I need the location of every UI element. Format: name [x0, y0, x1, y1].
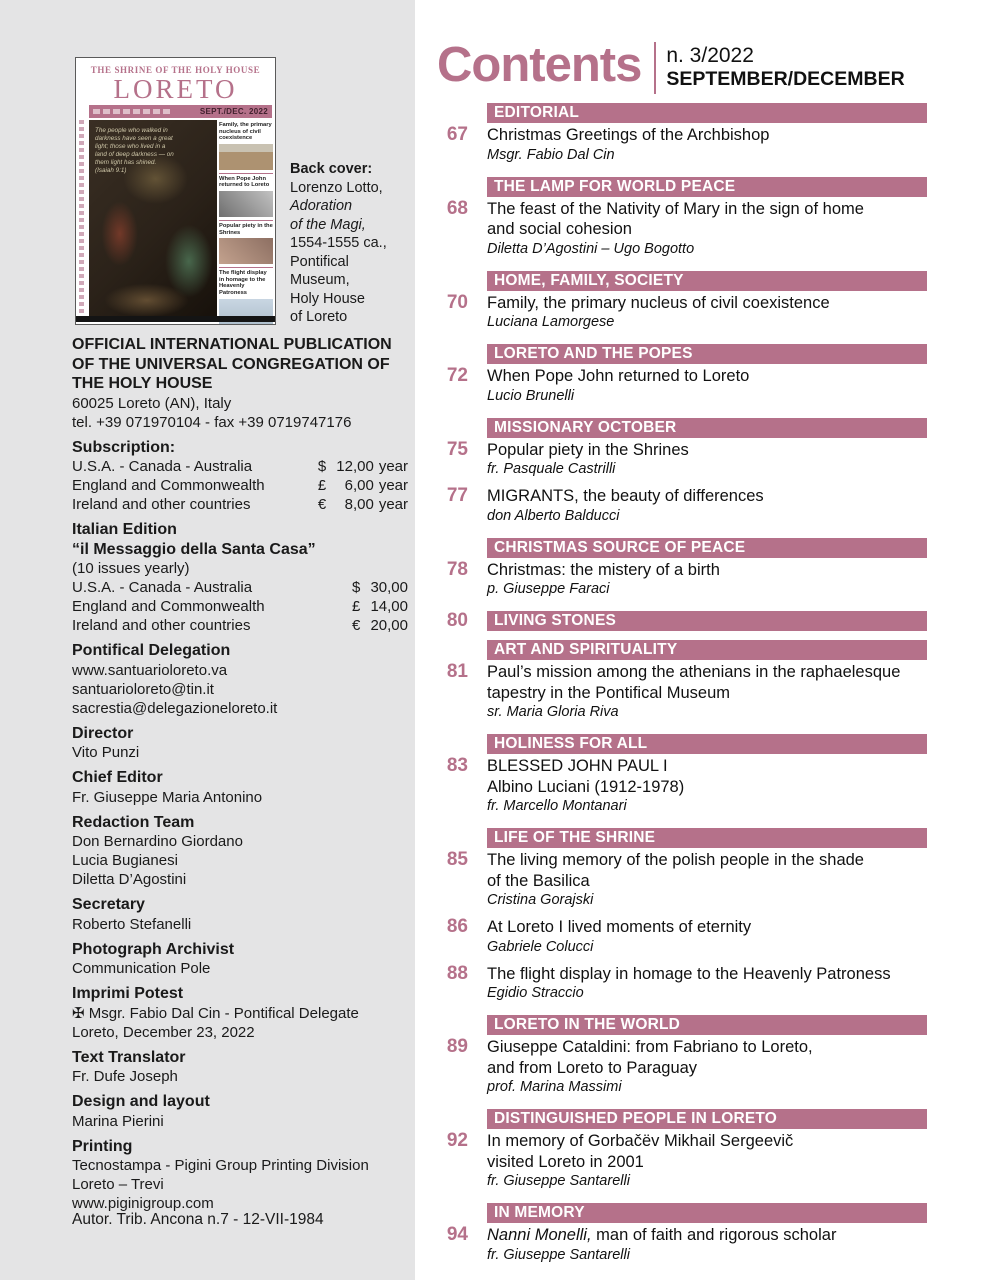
imprint-block	[72, 813, 408, 890]
article-body	[487, 440, 927, 483]
back-cover-line: Adoration	[290, 198, 353, 214]
article-title-line: tapestry in the Pontifical Museum	[487, 683, 731, 702]
article-body	[487, 756, 927, 819]
block-line: Loreto, December 23, 2022	[72, 1023, 255, 1041]
section-bar-row	[437, 1203, 927, 1223]
cover-sidebar	[219, 120, 273, 316]
block-line: Don Bernardino Giordano	[72, 833, 243, 850]
article-author: fr. Giuseppe Santarelli	[487, 1173, 630, 1189]
cover-sidebar-item	[219, 173, 273, 217]
article-body	[487, 964, 927, 1007]
section-bar	[487, 1203, 927, 1223]
cover-spine	[79, 120, 84, 316]
price-amount: 14,00	[370, 598, 408, 615]
price-unit: year	[378, 477, 408, 494]
cover-issue-strip	[89, 105, 272, 118]
back-cover-line: of Loreto	[290, 309, 348, 325]
article-author: Cristina Gorajski	[487, 892, 594, 908]
block-heading: Imprimi Potest	[72, 985, 184, 1002]
block-line: Lucia Bugianesi	[72, 852, 178, 869]
price-amount: 30,00	[370, 579, 408, 596]
block-line: Fr. Dufe Joseph	[72, 1068, 178, 1085]
article-row	[437, 440, 927, 483]
article-page-number: 86	[446, 916, 468, 937]
issue-info	[666, 40, 904, 90]
contents-column	[437, 40, 927, 1268]
section-label: LORETO AND THE POPES	[494, 345, 693, 362]
article-page-number: 85	[446, 849, 468, 870]
article-row	[437, 917, 927, 960]
imprint-block	[72, 1092, 408, 1131]
section-label: HOLINESS FOR ALL	[494, 735, 648, 752]
article-body	[487, 293, 927, 336]
page-title: Contents	[437, 38, 642, 92]
block-heading: Printing	[72, 1137, 133, 1155]
article-page-number: 92	[446, 1130, 468, 1151]
section-label: EDITORIAL	[494, 104, 580, 121]
article-title-line: Christmas: the mistery of a birth	[487, 560, 720, 579]
imprint-block	[72, 724, 408, 763]
left-panel	[0, 0, 415, 1280]
back-cover-lines	[290, 179, 420, 327]
block-heading: Design and layout	[72, 1093, 210, 1110]
footer-authorization: Autor. Trib. Ancona n.7 - 12-VII-1984	[72, 1211, 324, 1228]
imprint-block	[72, 641, 408, 718]
article-title-line: The flight display in homage to the Heavenly Patroness	[487, 964, 891, 983]
cover-caption: When Pope John returned to Loreto	[219, 175, 270, 189]
block-line: www.piginigroup.com	[72, 1195, 214, 1212]
price-region: England and Commonwealth	[72, 598, 265, 615]
section-bar-row	[437, 418, 927, 438]
article-row	[437, 850, 927, 913]
contents-section	[437, 734, 927, 819]
article-title-line: and social cohesion	[487, 220, 632, 238]
article-body	[487, 917, 927, 960]
article-title-line: MIGRANTS, the beauty of differences	[487, 487, 764, 505]
block-heading: Pontifical Delegation	[72, 642, 231, 659]
section-label: LORETO IN THE WORLD	[494, 1016, 681, 1033]
block-subheading: “il Messaggio della Santa Casa”	[72, 540, 316, 558]
article-row	[437, 293, 927, 336]
section-bar	[487, 271, 927, 291]
cover-thumbnail	[219, 238, 273, 264]
block-heading: Photograph Archivist	[72, 940, 235, 958]
article-body	[487, 486, 927, 529]
cover-issue-date: SEPT./DEC. 2022	[199, 107, 268, 116]
price-currency: €	[317, 496, 327, 513]
block-line: www.santuarioloreto.va	[72, 661, 228, 679]
contents-section	[437, 1203, 927, 1268]
article-row	[437, 756, 927, 819]
block-heading: Director	[72, 724, 134, 742]
contents-section	[437, 538, 927, 603]
article-body	[487, 1131, 927, 1194]
block-heading: Secretary	[72, 896, 145, 913]
article-body	[487, 560, 927, 603]
article-title-line: In memory of Gorbačëv Mikhail Sergeevič	[487, 1132, 794, 1150]
section-label: THE LAMP FOR WORLD PEACE	[494, 177, 736, 195]
cover-masthead-title: LORETO	[113, 74, 238, 104]
article-body	[487, 662, 927, 725]
block-heading: Redaction Team	[72, 813, 195, 831]
magazine-cover	[75, 57, 276, 325]
section-bar	[487, 177, 927, 197]
imprint-block	[72, 438, 408, 515]
section-bar-row	[437, 538, 927, 558]
article-row	[437, 964, 927, 1007]
section-bar	[487, 103, 927, 123]
block-line: Vito Punzi	[72, 744, 140, 761]
back-cover-note	[290, 160, 420, 327]
block-line: Loreto – Trevi	[72, 1176, 164, 1193]
price-row	[72, 578, 408, 597]
imprint	[72, 335, 408, 1213]
section-bar-row	[437, 640, 927, 660]
cover-caption: Popular piety in the Shrines	[219, 222, 273, 236]
article-author: Gabriele Colucci	[487, 938, 594, 955]
article-author: Luciana Lamorgese	[487, 314, 615, 330]
cover-quote: The people who walked in darkness have seen a great light; those who lived in a land of deep darkness — on them light has shined. (Isaiah 9:1)	[95, 127, 174, 174]
article-row	[437, 662, 927, 725]
article-author: sr. Maria Gloria Riva	[487, 704, 619, 720]
contents-section	[437, 271, 927, 336]
section-label: LIFE OF THE SHRINE	[494, 829, 656, 846]
back-cover-line: Pontifical	[290, 253, 349, 270]
cover-masthead-kicker: THE SHRINE OF THE HOLY HOUSE	[90, 65, 261, 75]
article-body	[487, 1037, 927, 1100]
section-bar-row	[437, 177, 927, 197]
section-bar-row	[437, 828, 927, 848]
block-line: sacrestia@delegazioneloreto.it	[72, 699, 278, 717]
cover-thumbnail	[219, 144, 273, 170]
section-bar	[487, 1015, 927, 1035]
article-page-number: 88	[446, 962, 468, 984]
article-title-line: At Loreto I lived moments of eternity	[487, 918, 752, 936]
price-row	[72, 616, 408, 635]
article-page-number: 81	[446, 661, 468, 682]
section-bar	[487, 828, 927, 848]
article-title-line: of the Basilica	[487, 871, 590, 890]
price-row	[72, 476, 408, 495]
article-author: fr. Giuseppe Santarelli	[487, 1246, 630, 1263]
contents-header	[437, 40, 927, 94]
article-page-number: 83	[446, 755, 468, 776]
cover-thumbnail	[219, 191, 273, 217]
article-title-line: Family, the primary nucleus of civil coexistence	[487, 293, 830, 312]
block-heading: Text Translator	[72, 1048, 186, 1066]
article-author: Egidio Straccio	[487, 985, 584, 1001]
back-cover-line: Museum,	[290, 272, 350, 288]
article-page-number: 72	[446, 365, 468, 386]
price-amount: 8,00	[344, 496, 374, 513]
price-row	[72, 597, 408, 616]
article-author: Lucio Brunelli	[487, 387, 575, 404]
price-currency: $	[352, 579, 361, 596]
section-bar-row	[437, 734, 927, 754]
section-bar-row	[437, 271, 927, 291]
price-region: U.S.A. - Canada - Australia	[72, 579, 253, 596]
article-title-line: BLESSED JOHN PAUL I	[487, 757, 668, 775]
block-line: tel. +39 071970104 - fax +39 0719747176	[72, 413, 352, 431]
article-author: fr. Pasquale Castrilli	[487, 461, 616, 477]
block-heading: OFFICIAL INTERNATIONAL PUBLICATION OF THE UNIVERSAL CONGREGATION OF THE HOLY HOUSE	[72, 336, 392, 392]
article-page-number: 77	[446, 485, 468, 506]
contents-section	[437, 1015, 927, 1100]
article-author: fr. Marcello Montanari	[487, 798, 627, 814]
section-label: LIVING STONES	[494, 612, 617, 629]
article-title-line: and from Loreto to Paraguay	[487, 1058, 698, 1077]
article-body	[487, 1225, 927, 1268]
section-label: MISSIONARY OCTOBER	[494, 418, 677, 436]
block-line: ✠ Msgr. Fabio Dal Cin - Pontifical Delegate	[72, 1004, 359, 1022]
price-region: Ireland and other countries	[72, 496, 251, 513]
article-body	[487, 125, 927, 168]
block-line: Marina Pierini	[72, 1112, 164, 1130]
section-bar-row	[437, 344, 927, 364]
article-page-number: 78	[446, 558, 468, 580]
block-line: santuarioloreto@tin.it	[72, 680, 214, 698]
contents-section	[437, 418, 927, 529]
contents-section	[437, 1109, 927, 1194]
cover-painting	[89, 120, 217, 316]
price-row	[72, 495, 408, 514]
contents-section	[437, 177, 927, 262]
section-bar	[487, 538, 927, 558]
article-body	[487, 850, 927, 913]
price-currency: £	[317, 477, 327, 494]
price-region: Ireland and other countries	[72, 617, 251, 634]
cover-sidebar-item	[219, 120, 273, 170]
article-page-number: 70	[446, 291, 468, 313]
article-author: p. Giuseppe Faraci	[487, 581, 610, 597]
price-region: England and Commonwealth	[72, 477, 265, 494]
price-amount: 12,00	[336, 458, 374, 475]
back-cover-line: 1554-1555 ca.,	[290, 235, 387, 251]
article-row	[437, 560, 927, 603]
imprint-block	[72, 520, 408, 635]
price-amount: 20,00	[370, 617, 408, 634]
article-title-line: Albino Luciani (1912-1978)	[487, 777, 685, 796]
cover-caption: The flight display in homage to the Heavenly Patroness	[219, 270, 267, 296]
article-row	[437, 1131, 927, 1194]
contents-section	[437, 344, 927, 409]
section-label: CHRISTMAS SOURCE OF PEACE	[494, 538, 746, 556]
article-body	[487, 199, 927, 262]
block-line: 60025 Loreto (AN), Italy	[72, 394, 232, 412]
cover-caption: Family, the primary nucleus of civil coexistence	[219, 122, 272, 142]
imprint-block	[72, 768, 408, 807]
imprint-block	[72, 895, 408, 934]
article-page-number: 67	[446, 124, 468, 145]
block-heading: Subscription:	[72, 438, 176, 456]
article-page-number: 94	[446, 1224, 468, 1245]
price-unit: year	[378, 496, 408, 513]
article-row	[437, 125, 927, 168]
article-row	[437, 1037, 927, 1100]
section-bar	[487, 418, 927, 438]
article-title-line: The living memory of the polish people in the shade	[487, 851, 864, 869]
article-body	[487, 366, 927, 409]
contents-section	[437, 611, 927, 631]
article-author: don Alberto Balducci	[487, 507, 620, 524]
article-author: Msgr. Fabio Dal Cin	[487, 146, 615, 163]
block-line: Communication Pole	[72, 960, 211, 977]
cover-bottom-bar	[76, 316, 275, 322]
block-heading: Chief Editor	[72, 769, 163, 786]
imprint-block	[72, 940, 408, 979]
header-divider	[654, 42, 656, 94]
article-row	[437, 366, 927, 409]
price-amount: 6,00	[344, 477, 374, 494]
block-heading: Italian Edition	[72, 521, 177, 538]
price-currency: €	[352, 617, 361, 634]
price-row	[72, 457, 408, 476]
contents-section	[437, 103, 927, 168]
article-author: Diletta D’Agostini – Ugo Bogotto	[487, 240, 695, 257]
block-line: Tecnostampa - Pigini Group Printing Division	[72, 1157, 369, 1174]
block-note: (10 issues yearly)	[72, 560, 190, 577]
imprint-block	[72, 335, 408, 432]
article-row	[437, 199, 927, 262]
issue-period: SEPTEMBER/DECEMBER	[666, 68, 905, 90]
section-bar-row	[437, 611, 927, 631]
imprint-block	[72, 1137, 408, 1214]
section-label: HOME, FAMILY, SOCIETY	[494, 271, 684, 289]
article-title-line: Christmas Greetings of the Archbishop	[487, 126, 770, 144]
section-label: DISTINGUISHED PEOPLE IN LORETO	[494, 1110, 778, 1127]
contents-section	[437, 828, 927, 1006]
imprint-blocks	[72, 335, 408, 1213]
article-row	[437, 486, 927, 529]
article-title-line: When Pope John returned to Loreto	[487, 367, 750, 385]
block-line: Roberto Stefanelli	[72, 915, 192, 933]
article-title-line: visited Loreto in 2001	[487, 1152, 644, 1171]
section-bar-row	[437, 103, 927, 123]
section-label: IN MEMORY	[494, 1204, 585, 1221]
back-cover-line: Holy House	[290, 290, 365, 307]
section-bar	[487, 734, 927, 754]
article-title-line: Popular piety in the Shrines	[487, 440, 689, 459]
back-cover-line: Lorenzo Lotto,	[290, 179, 383, 196]
article-row	[437, 1225, 927, 1268]
back-cover-heading: Back cover:	[290, 161, 373, 177]
issue-number: n. 3/2022	[666, 44, 754, 67]
article-title-line: Paul’s mission among the athenians in the raphaelesque	[487, 663, 901, 681]
article-author: prof. Marina Massimi	[487, 1079, 622, 1095]
section-bar	[487, 640, 927, 660]
imprint-block	[72, 984, 408, 1042]
article-title-line: Giuseppe Cataldini: from Fabriano to Loreto,	[487, 1038, 813, 1056]
contents-section	[437, 640, 927, 725]
block-line: Fr. Giuseppe Maria Antonino	[72, 788, 263, 806]
section-bar-row	[437, 1015, 927, 1035]
article-page-number: 75	[446, 438, 468, 460]
price-unit: year	[378, 458, 408, 475]
imprint-block	[72, 1048, 408, 1087]
cover-sidebar-item	[219, 220, 273, 264]
block-line: Diletta D’Agostini	[72, 871, 187, 888]
section-label: ART AND SPIRITUALITY	[494, 641, 678, 658]
article-title-line: Nanni Monelli, man of faith and rigorous scholar	[487, 1226, 837, 1244]
price-currency: $	[317, 458, 327, 475]
section-page-number: 80	[446, 610, 468, 631]
article-page-number: 89	[446, 1036, 468, 1057]
section-bar	[487, 611, 927, 631]
article-title-line: The feast of the Nativity of Mary in the sign of home	[487, 199, 864, 218]
contents-list	[437, 103, 927, 1268]
article-page-number: 68	[446, 197, 468, 219]
back-cover-line: of the Magi,	[290, 216, 366, 233]
price-currency: £	[352, 598, 361, 615]
section-bar	[487, 1109, 927, 1129]
price-region: U.S.A. - Canada - Australia	[72, 458, 253, 475]
section-bar-row	[437, 1109, 927, 1129]
section-bar	[487, 344, 927, 364]
